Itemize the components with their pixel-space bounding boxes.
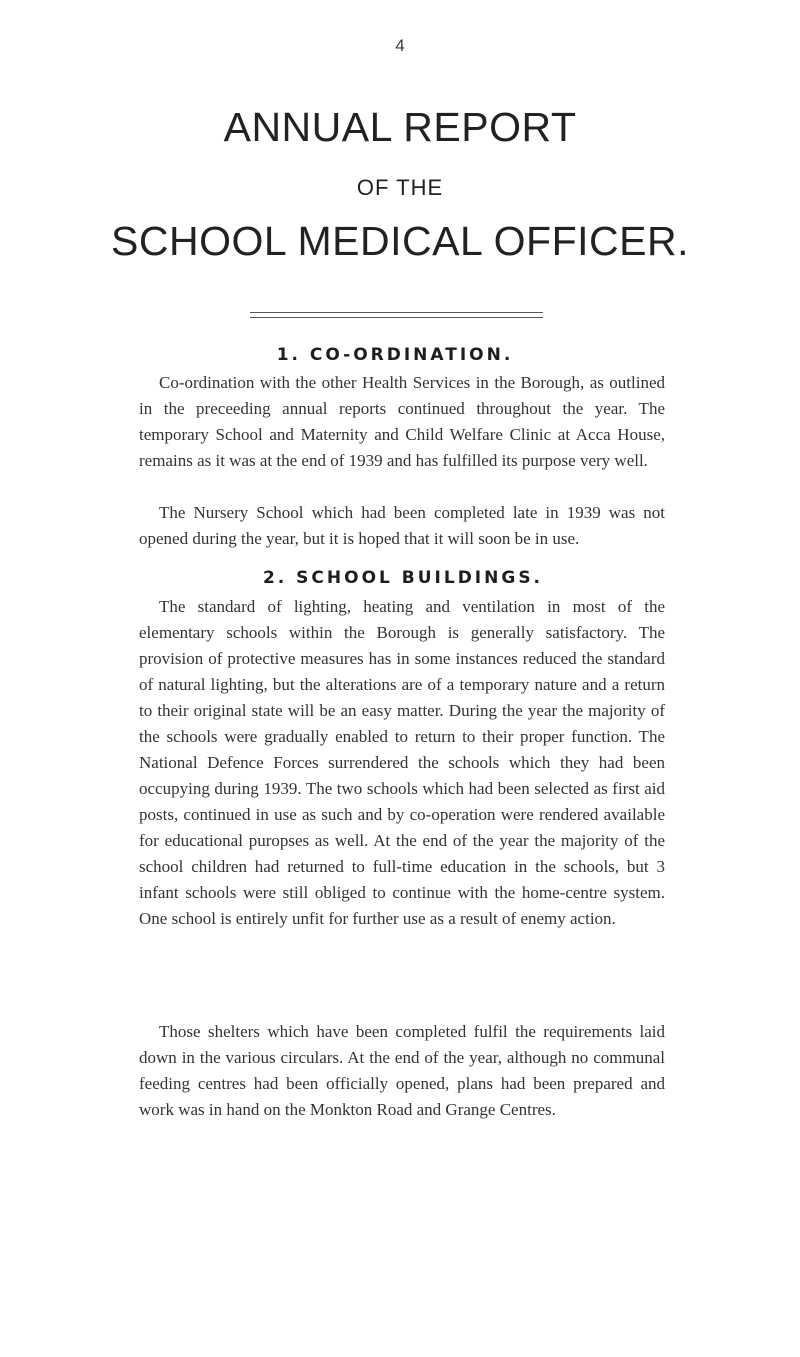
- paragraph-school-buildings-2: [139, 1019, 665, 1123]
- report-title-connector: OF THE: [356, 175, 444, 200]
- paragraph-text: The Nursery School which had been completed late in 1939 was not opened during the year, but it is hoped that it will soon be in use.: [139, 503, 665, 548]
- page-number: 4: [395, 36, 405, 55]
- section-heading-coordination: 1. CO-ORDINATION.: [276, 345, 514, 365]
- report-subtitle: SCHOOL MEDICAL OFFICER.: [111, 218, 689, 264]
- section-heading-school-buildings: 2. SCHOOL BUILDINGS.: [262, 568, 544, 588]
- paragraph-school-buildings-1: [139, 594, 665, 932]
- paragraph-text: The standard of lighting, heating and ventilation in most of the elementary schools within the Borough is generally satisfactory. The provision of protective measures has in some instances reduced the standard of natural lighting, but the alterations are of a temporary nature and a return to their original state will be an easy matter. During the year the majority of the schools were gradually enabled to return to their proper function. The National Defence Forces surrendered the schools which they had been occupying during 1939. The two schools which had been selected as first aid posts, continued in use as such and by co-operation were rendered available for educational puropses as well. At the end of the year the majority of the school children had returned to full-time education in the schools, but 3 infant schools were still obliged to continue with the home-centre system. One school is entirely unfit for further use as a result of enemy action.: [139, 597, 665, 928]
- report-title: ANNUAL REPORT: [223, 104, 577, 150]
- paragraph-text: Those shelters which have been completed fulfil the requirements laid down in the various circulars. At the end of the year, although no communal feeding centres had been officially opened, plans had been prepared and work was in hand on the Monkton Road and Grange Centres.: [139, 1022, 665, 1119]
- paragraph-coordination-2: [139, 500, 665, 552]
- paragraph-coordination-1: [139, 370, 665, 474]
- title-divider-bottom: [250, 317, 543, 318]
- paragraph-text: Co-ordination with the other Health Services in the Borough, as outlined in the preceeding annual reports continued throughout the year. The temporary School and Maternity and Child Welfare Clinic at Acca House, remains as it was at the end of 1939 and has fulfilled its purpose very well.: [139, 373, 665, 470]
- title-divider-top: [250, 312, 543, 313]
